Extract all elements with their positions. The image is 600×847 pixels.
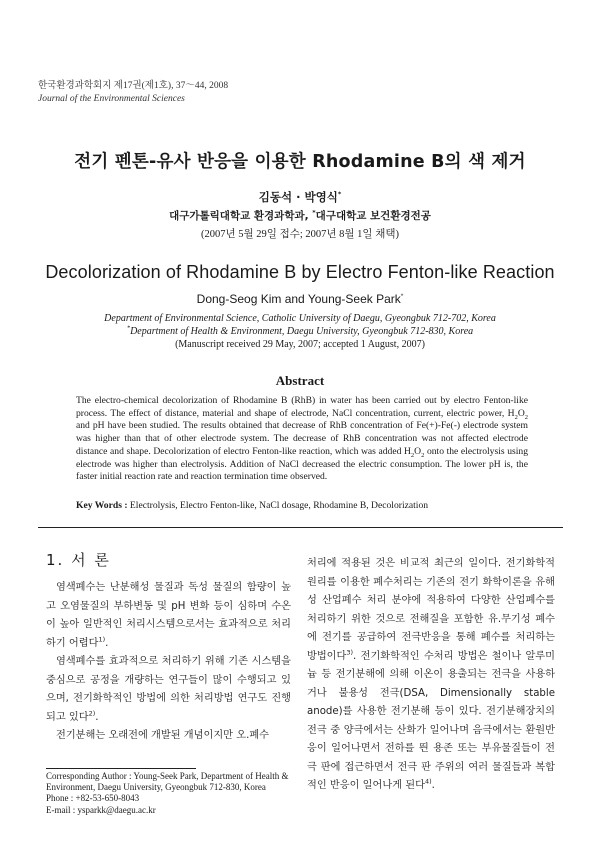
footnote-divider (46, 768, 196, 769)
affiliation-english-1: Department of Environmental Science, Catholic University of Daegu, Gyeongbuk 712-702, Korea (104, 313, 496, 324)
author-mark: * (337, 190, 342, 199)
keywords (76, 500, 536, 511)
author-mark-en: * (400, 293, 404, 300)
affiliation-english (0, 312, 600, 338)
keywords-label: Key Words : (76, 500, 128, 511)
abstract-heading: Abstract (275, 373, 325, 388)
affiliation-mark-en: * (126, 324, 131, 332)
email: E-mail : ysparkk@daegu.ac.kr (46, 804, 156, 815)
paragraph: 처리에 적용된 것은 비교적 최근의 일이다. 전기화학적 원리를 이용한 폐수처리는 기존의 전기 화학이론을 유해성 산업폐수 처리 분야에 적용하여 다양한 산업폐수를 처리하기 위한 것으로 전해질을 포함한 유.무기성 폐수에 전기를 공급하여 전극반응을 통해 폐수를 처리하는 방법이다$^{3)}$. 전기화학적인 수처리 방법은 철이나 알루미늄 등 전기분해에 의해 이온이 용출되는 전극을 사용하거나 불용성 전극(DSA, Dimensionally stable anode)를 사용한 전기분해 등이 있다. 전기분해장치의 전극 중 양극에서는 산화가 일어나며 음극에서는 환원반응이 일어나면서 전하를 띈 용존 또는 부유물질들이 전극 판에 접근하면서 전극 판 주위의 여러 물질들과 복합적인 반응이 일어나게 된다$^{4)}$. (307, 558, 555, 791)
section-heading-introduction: 1. 서 론 (46, 551, 111, 569)
journal-header (38, 80, 228, 106)
paragraph: 전기분해는 오래전에 개발된 개념이지만 오.폐수 (56, 730, 270, 741)
corresponding-author-note (46, 771, 296, 816)
affiliation-mark: * (312, 208, 316, 217)
body-column-right (307, 555, 555, 796)
paper-title-english: Decolorization of Rhodamine B by Electro Fenton-like Reaction (45, 262, 555, 282)
body-column-left (46, 579, 291, 746)
journal-en: Journal of the Environmental Sciences (38, 94, 185, 104)
abstract-text: The electro-chemical decolorization of Rhodamine B (RhB) in water has been carried out by electro Fenton-like process. The effect of distance, material and shape of electrode, NaCl concentration, current, electric power, $H_2O_2$ and pH have been studied. The results obtained that decrease of RhB concentration of Fe(+)-Fe(-) electrode system was higher than that of other electrode system. The decrease of RhB concentration was not affected electrode distance and shape. Decolorization of electro Fenton-like reaction, which was added $H_2O_2$ onto the electrolysis using electrode was higher than electrolysis. Addition of NaCl decreased the electric consumption. The lower pH is, the faster initial reaction rate and reaction termination time observed. (76, 395, 528, 483)
authors-korean-names: 김동석 · 박영식 (258, 190, 338, 204)
affiliation-korean (0, 208, 600, 223)
authors-english-names: Dong-Seog Kim and Young-Seek Park (196, 292, 401, 306)
phone: Phone : +82-53-650-8043 (46, 793, 140, 804)
journal-kr: 한국환경과학회지 제17권(제1호), 37～44, 2008 (38, 81, 229, 91)
affiliation-korean-1: 대구가톨릭대학교 환경과학과, (169, 210, 309, 222)
corresponding-author: Corresponding Author : Young-Seek Park, Department of Health & Environment, Daegu University, Gyeongbuk 712-830, Korea (46, 771, 289, 793)
affiliation-korean-2: 대구대학교 보건환경전공 (315, 210, 431, 222)
keywords-text: Electrolysis, Electro Fenton-like, NaCl dosage, Rhodamine B, Decolorization (127, 500, 429, 511)
authors-english (0, 292, 600, 306)
paragraph: 염색폐수는 난분해성 물질과 독성 물질의 함량이 높고 오염물질의 부하변동 및 pH 변화 등이 심하며 수온이 높아 일반적인 처리시스템으로서는 효과적으로 처리하기 어렵다$^{1)}$. (46, 582, 291, 649)
authors-korean (0, 189, 600, 205)
paper-title-korean: 전기 펜톤-유사 반응을 이용한 Rhodamine B의 색 제거 (74, 152, 526, 172)
manuscript-dates: (Manuscript received 29 May, 2007; accepted 1 August, 2007) (175, 339, 425, 350)
paragraph: 염색폐수를 효과적으로 처리하기 위해 기존 시스템을 중심으로 공정을 개량하는 연구들이 많이 수행되고 있으며, 전기화학적인 방법에 의한 처리방법 연구도 진행되고 있다$^{2)}$. (46, 656, 291, 723)
received-dates-korean: (2007년 5월 29일 접수; 2007년 8월 1일 채택) (201, 229, 399, 240)
divider (38, 527, 563, 528)
affiliation-english-2: Department of Health & Environment, Daegu University, Gyeongbuk 712-830, Korea (130, 326, 474, 337)
